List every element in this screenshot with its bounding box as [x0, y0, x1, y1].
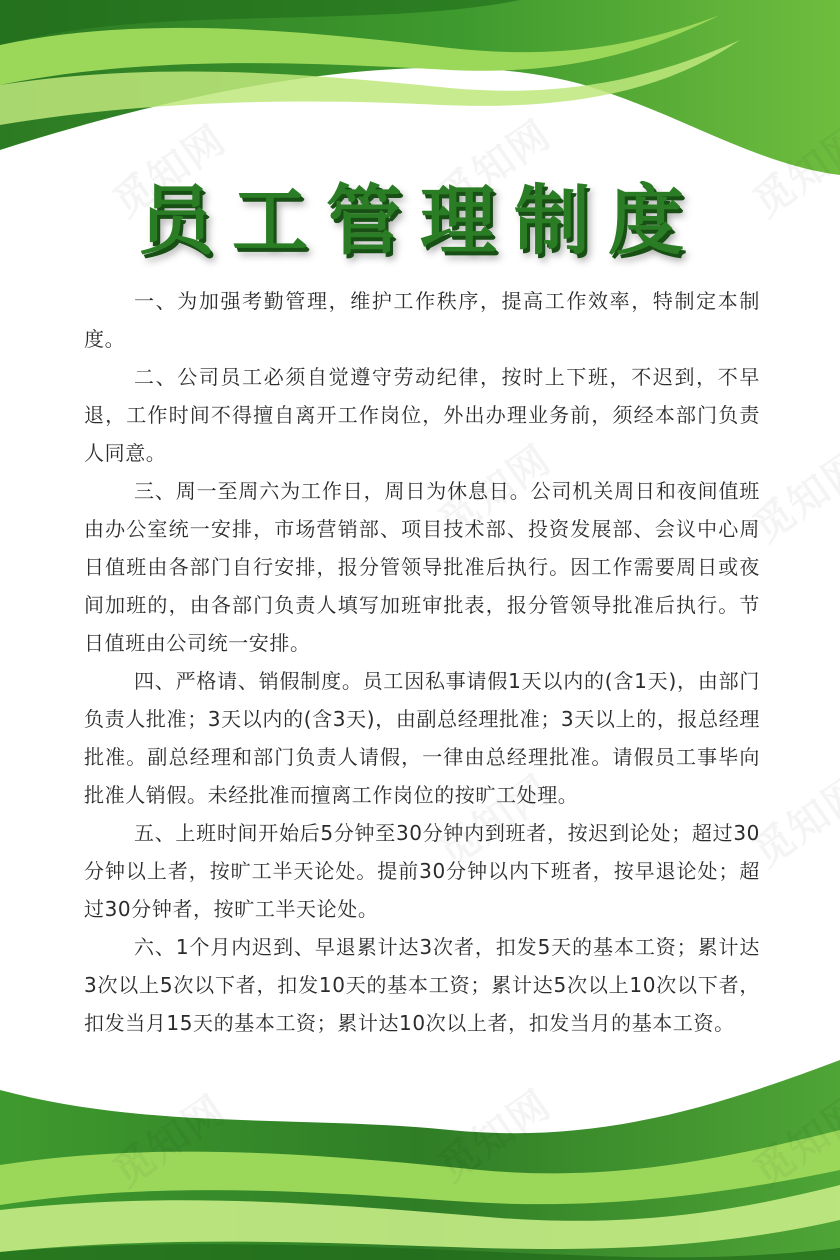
- regulation-paragraph: 三、周一至周六为工作日，周日为休息日。公司机关周日和夜间值班由办公室统一安排，市场营销部、项目技术部、投资发展部、会议中心周日值班由各部门自行安排，报分管领导批准后执行。因工作需要周日或夜间加班的，由各部门负责人填写加班审批表，报分管领导批准后执行。节日值班由公司统一安排。: [84, 479, 760, 655]
- page-title: 员工管理制度: [138, 176, 702, 265]
- regulation-paragraph: 一、为加强考勤管理，维护工作秩序，提高工作效率，特制定本制度。: [84, 289, 760, 351]
- regulation-paragraph: 四、严格请、销假制度。员工因私事请假1天以内的(含1天)，由部门负责人批准；3天以内的(含3天)，由副总经理批准；3天以上的，报总经理批准。副总经理和部门负责人请假，一律由总经理批准。请假员工事毕向批准人销假。未经批准而擅离工作岗位的按旷工处理。: [84, 669, 760, 807]
- regulation-paragraph: 五、上班时间开始后5分钟至30分钟内到班者，按迟到论处；超过30分钟以上者，按旷工半天论处。提前30分钟以内下班者，按早退论处；超过30分钟者，按旷工半天论处。: [84, 821, 760, 921]
- regulation-paragraph: 六、1个月内迟到、早退累计达3次者，扣发5天的基本工资；累计达3次以上5次以下者，扣发10天的基本工资；累计达5次以上10次以下者，扣发当月15天的基本工资；累计达10次以上者，扣发当月的基本工资。: [84, 935, 760, 1035]
- regulation-paragraph: 二、公司员工必须自觉遵守劳动纪律，按时上下班，不迟到，不早退，工作时间不得擅自离开工作岗位，外出办理业务前，须经本部门负责人同意。: [84, 365, 760, 465]
- bottom-wave-decoration: [0, 1020, 840, 1260]
- regulation-body: [84, 282, 760, 1042]
